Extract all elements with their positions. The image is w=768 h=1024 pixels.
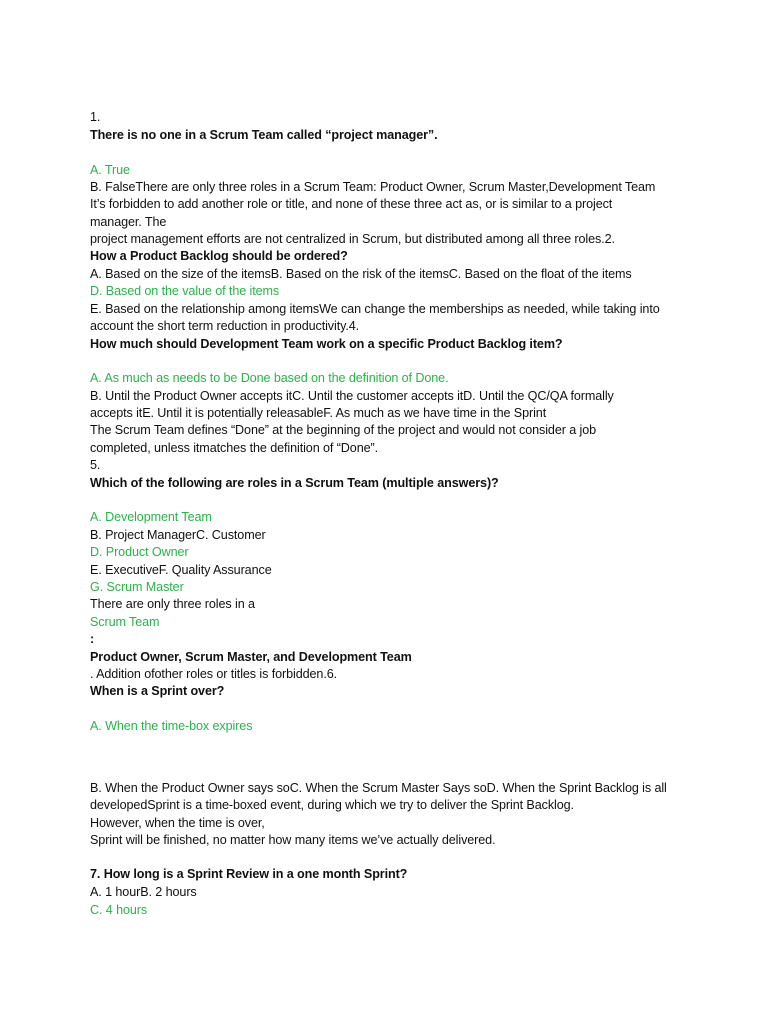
question-4-correct-answer: A. As much as needs to be Done based on the definition of Done.	[90, 371, 449, 385]
explanation-line: However, when the time is over,	[90, 816, 265, 830]
explanation-line: There are only three roles in a	[90, 597, 255, 611]
question-1-options-line: B. FalseThere are only three roles in a Scrum Team: Product Owner, Scrum Master,Development Team	[90, 180, 656, 194]
explanation-line: project management efforts are not centralized in Scrum, but distributed among all three roles.2.	[90, 232, 615, 246]
question-6-correct-answer: A. When the time-box expires	[90, 719, 253, 733]
question-1-number: 1.	[90, 110, 101, 124]
question-4-options-line: B. Until the Product Owner accepts itC. Until the customer accepts itD. Until the QC/QA formally	[90, 389, 614, 403]
question-1-text: There is no one in a Scrum Team called “project manager”.	[90, 128, 438, 142]
explanation-line: completed, unless itmatches the definition of “Done”.	[90, 441, 379, 455]
question-5-correct-answer: G. Scrum Master	[90, 580, 184, 594]
question-2-options-line: A. Based on the size of the itemsB. Based on the risk of the itemsC. Based on the float of the items	[90, 267, 632, 281]
question-5-correct-answer: D. Product Owner	[90, 545, 189, 559]
question-5-number: 5.	[90, 458, 101, 472]
question-7-options-line: A. 1 hourB. 2 hours	[90, 885, 197, 899]
question-6-options-line: B. When the Product Owner says soC. When the Scrum Master Says soD. When the Sprint Backlog is all	[90, 781, 667, 795]
explanation-line: . Addition ofother roles or titles is forbidden.6.	[90, 667, 338, 681]
question-6-text: When is a Sprint over?	[90, 684, 225, 698]
explanation-line: developedSprint is a time-boxed event, during which we try to deliver the Sprint Backlog.	[90, 798, 574, 812]
question-2-correct-answer: D. Based on the value of the items	[90, 284, 280, 298]
question-4-text: How much should Development Team work on a specific Product Backlog item?	[90, 337, 563, 351]
question-5-correct-answer: A. Development Team	[90, 510, 212, 524]
explanation-highlight: Scrum Team	[90, 615, 160, 629]
explanation-line: account the short term reduction in productivity.4.	[90, 319, 360, 333]
explanation-line: The Scrum Team defines “Done” at the beginning of the project and would not consider a job	[90, 423, 597, 437]
explanation-line: manager. The	[90, 215, 167, 229]
question-1-correct-answer: A. True	[90, 163, 130, 177]
explanation-line: It’s forbidden to add another role or title, and none of these three act as, or is similar to a project	[90, 197, 613, 211]
question-2-options-line: E. Based on the relationship among itemsWe can change the memberships as needed, while taking into	[90, 302, 660, 316]
question-4-options-line: accepts itE. Until it is potentially releasableF. As much as we have time in the Sprint	[90, 406, 547, 420]
question-7-correct-answer: C. 4 hours	[90, 903, 148, 917]
question-7-text: 7. How long is a Sprint Review in a one month Sprint?	[90, 867, 408, 881]
question-2-text: How a Product Backlog should be ordered?	[90, 249, 348, 263]
question-5-text: Which of the following are roles in a Scrum Team (multiple answers)?	[90, 476, 499, 490]
explanation-colon: :	[90, 632, 95, 646]
question-5-options-line: B. Project ManagerC. Customer	[90, 528, 266, 542]
question-5-options-line: E. ExecutiveF. Quality Assurance	[90, 563, 272, 577]
explanation-line: Sprint will be finished, no matter how many items we’ve actually delivered.	[90, 833, 496, 847]
explanation-roles: Product Owner, Scrum Master, and Development Team	[90, 650, 412, 664]
